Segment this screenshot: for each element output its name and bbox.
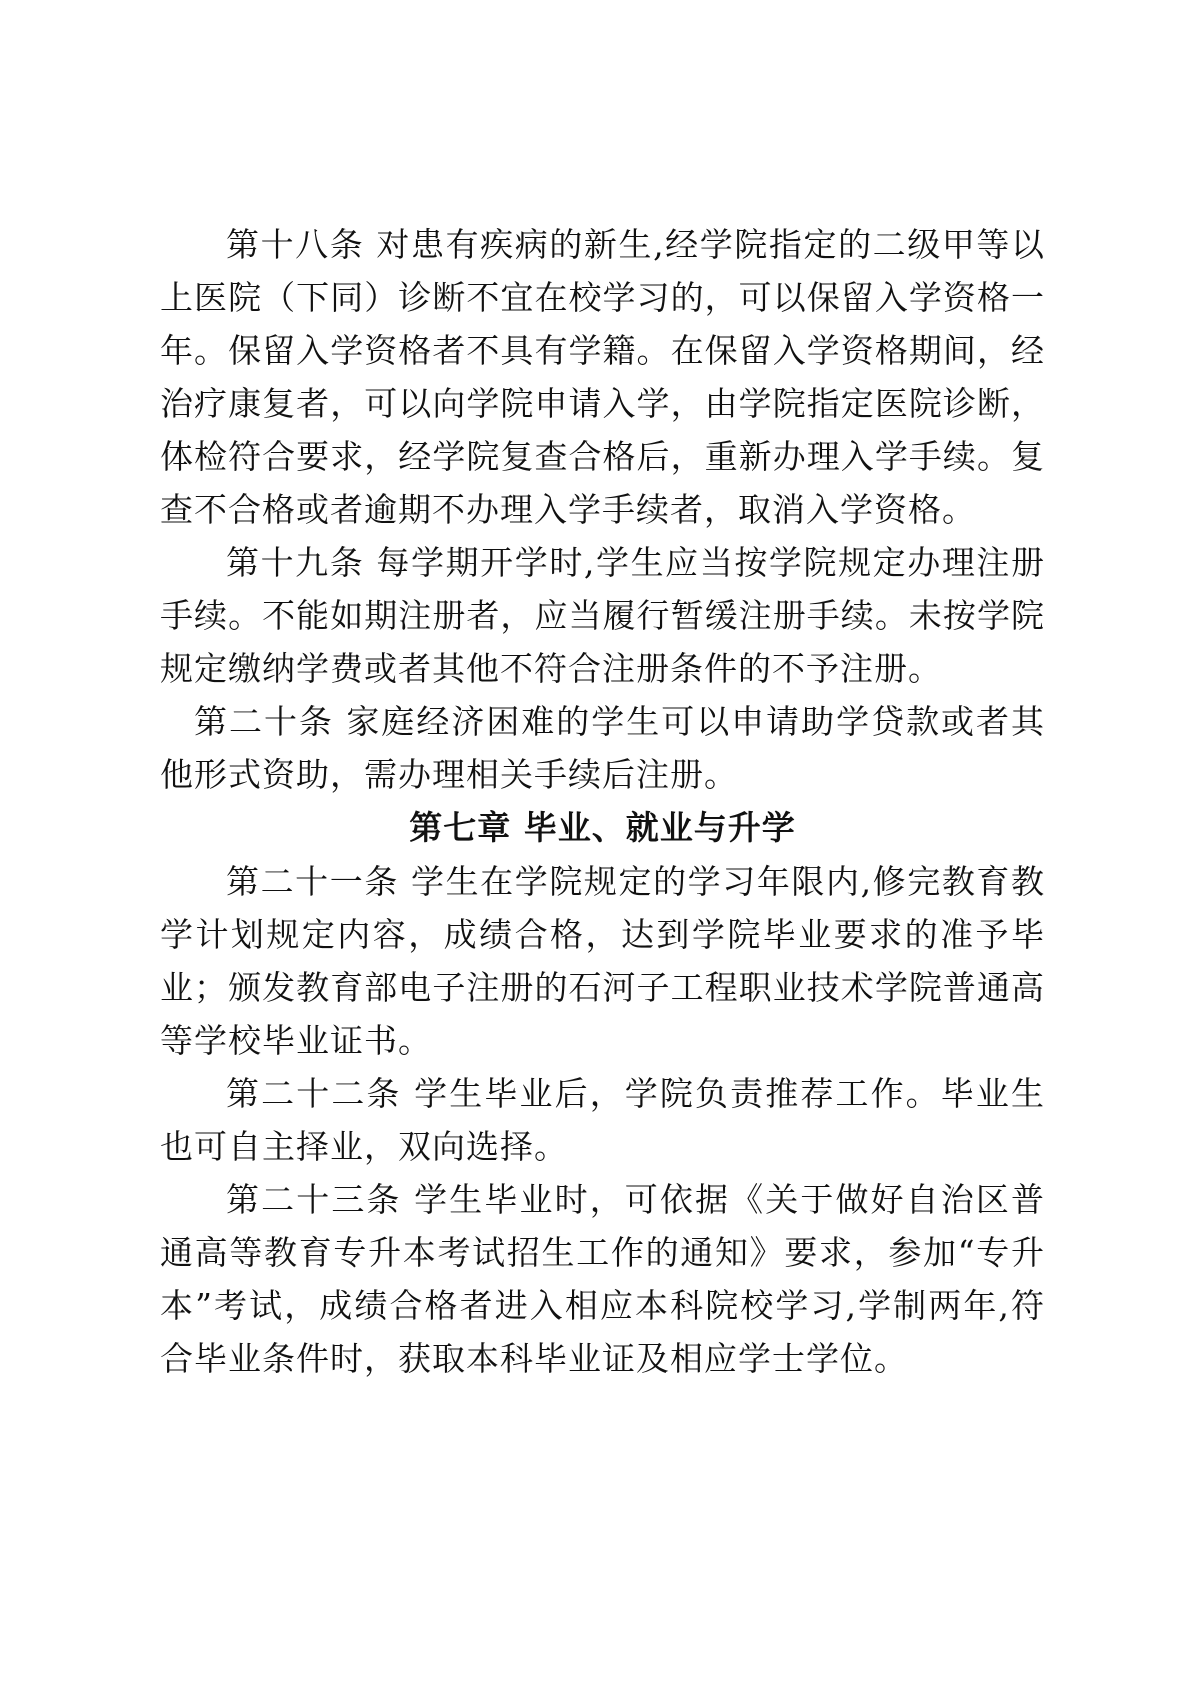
chapter-7-title: 第七章 毕业、就业与升学 <box>409 808 796 847</box>
article-19-number: 第十九条 <box>226 543 365 582</box>
document-body <box>160 218 1045 1385</box>
article-18-text: 对患有疾病的新生,经学院指定的二级甲等以上医院（下同）诊断不宜在校学习的，可以保留入学资格一年。保留入学资格者不具有学籍。在保留入学资格期间，经治疗康复者，可以向学院申请入学，由学院指定医院诊断，体检符合要求，经学院复查合格后，重新办理入学手续。复查不合格或者逾期不办理入学手续者，取消入学资格。 <box>160 225 1045 529</box>
article-18 <box>160 218 1045 536</box>
article-21-number: 第二十一条 <box>226 862 399 901</box>
article-20-text: 家庭经济困难的学生可以申请助学贷款或者其他形式资助，需办理相关手续后注册。 <box>160 702 1046 794</box>
article-21 <box>160 855 1045 1067</box>
article-19 <box>160 536 1045 695</box>
article-20-number: 第二十条 <box>194 702 334 741</box>
article-20 <box>160 695 1045 801</box>
article-21-text: 学生在学院规定的学习年限内,修完教育教学计划规定内容，成绩合格，达到学院毕业要求的准予毕业；颁发教育部电子注册的石河子工程职业技术学院普通高等学校毕业证书。 <box>160 862 1045 1060</box>
article-23-text: 学生毕业时，可依据《关于做好自治区普通高等教育专升本考试招生工作的通知》要求，参加“专升本”考试，成绩合格者进入相应本科院校学习,学制两年,符合毕业条件时，获取本科毕业证及相应学士学位。 <box>160 1180 1046 1378</box>
article-23 <box>160 1173 1045 1385</box>
article-23-number: 第二十三条 <box>226 1180 402 1219</box>
article-22-number: 第二十二条 <box>226 1074 402 1113</box>
article-18-number: 第十八条 <box>226 225 365 264</box>
article-22-text: 学生毕业后，学院负责推荐工作。毕业生也可自主择业，双向选择。 <box>160 1074 1046 1166</box>
article-22 <box>160 1067 1045 1173</box>
article-19-text: 每学期开学时,学生应当按学院规定办理注册手续。不能如期注册者，应当履行暂缓注册手续。未按学院规定缴纳学费或者其他不符合注册条件的不予注册。 <box>160 543 1045 688</box>
